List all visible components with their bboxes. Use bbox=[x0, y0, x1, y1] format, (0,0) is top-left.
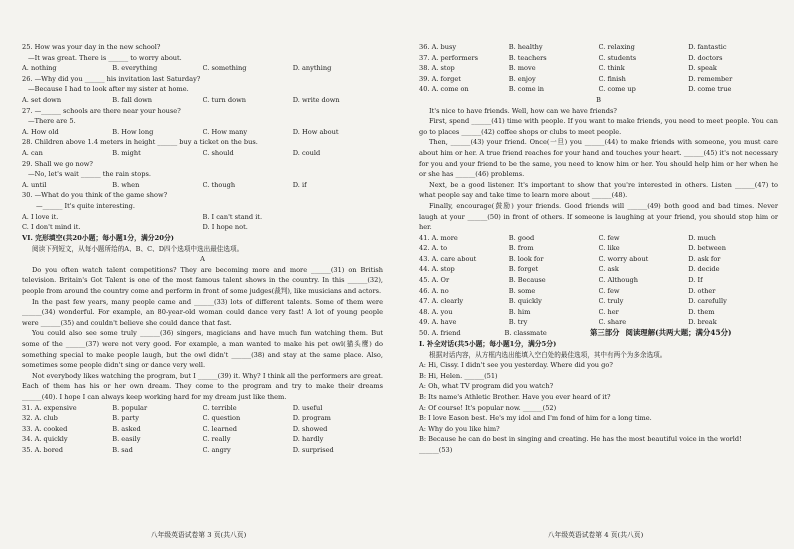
answer-row-48: 48. A. you B. him C. her D. them bbox=[419, 307, 715, 316]
q26-stem: 26. —Why did you ______ his invitation last Saturday? bbox=[22, 74, 201, 83]
dialogue-line: B: I love Eason best. He's my idol and I'm fond of him for a long time. bbox=[419, 414, 652, 423]
q28-options: A. can B. might C. should D. could bbox=[22, 148, 321, 157]
passage-b-label: B bbox=[596, 95, 601, 104]
answer-row-42: 42. A. to B. from C. like D. between bbox=[419, 244, 726, 253]
section-dialogue-title: I. 补全对话(共5小题；每小题1分，满分5分) bbox=[419, 339, 557, 348]
dialogue-line: A: Oh, what TV program did you watch? bbox=[419, 382, 554, 391]
q29-reply: —No, let's wait ______ the rain stops. bbox=[28, 170, 151, 179]
section-dialogue-desc: 根据对话内容，从方框内选出能填入空白处的最佳选项，其中有两个为多余选项。 bbox=[429, 350, 667, 359]
answer-row-46: 46. A. no B. some C. few D. other bbox=[419, 286, 716, 295]
answer-row-37: 37. A. performers B. teachers C. students D. doctors bbox=[419, 53, 723, 62]
q30-stem: 30. —What do you think of the game show? bbox=[22, 191, 168, 200]
part3-heading: 第三部分 阅读理解(共两大题；满分45分) bbox=[589, 328, 732, 338]
answer-row-34: 34. A. quickly B. easily C. really D. hardly bbox=[22, 435, 324, 444]
answer-row-40: 40. A. come on B. come in C. come up D. come true bbox=[419, 85, 732, 94]
dialogue-line: A: Why do you like him? bbox=[419, 424, 500, 433]
passage-a-label: A bbox=[200, 255, 205, 264]
q28-stem: 28. Children above 1.4 meters in height ______ buy a ticket on the bus. bbox=[22, 138, 258, 147]
passage-a-paragraph: You could also see some truly ______(36) singers, magicians and have much fun watching them. But some of the ______(37) were not very good. For example, a man wanted to make his pet owl(猫头鹰) do something special to make people laugh, but the owl didn't ______(38) and stay at the same place. Also, sometimes some people didn't sing or dance very well. bbox=[22, 329, 383, 370]
passage-a-paragraph: Do you often watch talent competitions? They are becoming more and more ______(31) on British television. Britain's Got Talent is one of the most famous talent shows in the country. In this ______(32), people from around the country come and perform in front of some judges(裁判), like musicians and actors. bbox=[22, 265, 383, 296]
q25-stem: 25. How was your day in the new school? bbox=[22, 43, 161, 51]
dialogue-line: A: Hi, Cissy. I didn't see you yesterday. Where did you go? bbox=[419, 361, 613, 370]
q30-reply: —______ It's quite interesting. bbox=[36, 201, 135, 210]
section-cloze-desc: 阅读下列短文，从每小题所给的A、B、C、D四个选项中选出最佳选项。 bbox=[32, 244, 244, 253]
q29-stem: 29. Shall we go now? bbox=[22, 159, 93, 168]
dialogue-line: A: Of course! It's popular now. ______(52) bbox=[419, 403, 557, 412]
answer-row-31: 31. A. expensive B. popular C. terrible D. useful bbox=[22, 403, 323, 412]
dialogue-line: B: Its name's Athletic Brother. Have you ever heard of it? bbox=[419, 393, 611, 401]
answer-row-36: 36. A. busy B. healthy C. relaxing D. fantastic bbox=[419, 43, 727, 51]
q29-options: A. until B. when C. though D. if bbox=[22, 180, 307, 189]
q26-reply: —Because I had to look after my sister at home. bbox=[28, 85, 189, 94]
passage-b-paragraph: First, spend ______(41) time with people. If you want to make friends, you need to meet people. You can go to places ______(42) coffee shops or clubs to meet people. bbox=[419, 117, 778, 136]
answer-row-32: 32. A. club B. party C. question D. program bbox=[22, 414, 331, 423]
answer-row-49: 49. A. have B. try C. share D. break bbox=[419, 318, 717, 327]
q25-reply: —It was great. There is ______ to worry about. bbox=[28, 53, 182, 62]
q27-reply: —There are 5. bbox=[28, 117, 76, 126]
answer-row-43: 43. A. care about B. look for C. worry about D. ask for bbox=[419, 254, 721, 263]
passage-b-paragraph: Next, be a good listener. It's important to show that you're interested in others. Listen ______(47) to what people say and take time to learn more about ______(48). bbox=[419, 180, 778, 200]
answer-row-41: 41. A. more B. good C. few D. much bbox=[419, 233, 716, 242]
passage-a-paragraph: In the past few years, many people came and ______(33) lots of different talents. Some of them were ______(34) wonderful. For example, an 80-year-old woman could dance very fast! A lot of young people were ______(35) and couldn't believe she could dance that fast. bbox=[22, 297, 383, 327]
answer-row-35: 35. A. bored B. sad C. angry D. surprised bbox=[22, 445, 334, 454]
q27-stem: 27. —______ schools are there near your house? bbox=[22, 106, 181, 115]
passage-b-paragraph: Finally, encourage(鼓励) your friends. Good friends will ______(49) both good and bad times. Never laugh at your ______(50) in front of others. If someone is laughing at your friend, you should stop him or her. bbox=[419, 201, 778, 232]
passage-b-paragraph: Then, ______(43) your friend. Once(一旦) you ______(44) to make friends with someone, you must care about him or her. A true friend reaches for your hand and touches your heart. ______(45) it's not necessary for you and your friend to be the same, you need to know him or her. You should help him or her when he or she has ______(46) problems. bbox=[419, 138, 778, 179]
answer-row-39: 39. A. forget B. enjoy C. finish D. remember bbox=[419, 74, 733, 83]
right-page bbox=[397, 0, 794, 549]
passage-b-paragraph: It's nice to have friends. Well, how can we have friends? bbox=[429, 106, 617, 115]
q26-options: A. set down B. fall down C. turn down D. write down bbox=[22, 95, 340, 104]
answer-row-33: 33. A. cooked B. asked C. learned D. showed bbox=[22, 424, 328, 433]
page-footer: 八年级英语试卷第 3 页(共八页) bbox=[150, 531, 247, 539]
passage-a-paragraph: Not everybody likes watching the program, but I ______(39) it. Why? I think all the performers are great. Each of them has his or her own dream. They come to the program and try to make their dreams ______(40). I hope I can always keep working hard for my dream just like them. bbox=[22, 371, 383, 401]
q30-options-row1: A. I love it. B. I can't stand it. bbox=[22, 212, 263, 221]
answer-row-45: 45. A. Or B. Because C. Although D. If bbox=[419, 276, 703, 285]
section-cloze-title: VI. 完形填空(共20小题；每小题1分，满分20分) bbox=[22, 233, 175, 242]
page-footer: 八年级英语试卷第 4 页(共八页) bbox=[547, 531, 644, 539]
dialogue-line: B: Because he can do best in singing and creating. He has the most beautiful voice in the world! bbox=[419, 435, 742, 444]
answer-row-38: 38. A. stop B. move C. think D. speak bbox=[419, 64, 717, 73]
q30-options-row2: C. I don't mind it. D. I hope not. bbox=[22, 223, 248, 232]
q27-options: A. How old B. How long C. How many D. How about bbox=[22, 127, 339, 136]
q25-options: A. nothing B. everything C. something D. anything bbox=[22, 64, 332, 73]
answer-row-47: 47. A. clearly B. quickly C. truly D. carefully bbox=[419, 297, 727, 306]
dialogue-line: ______(53) bbox=[419, 445, 453, 454]
answer-row-44: 44. A. stop B. forget C. ask D. decide bbox=[419, 265, 720, 274]
dialogue-line: B: Hi, Helen. ______(51) bbox=[419, 371, 498, 380]
answer-row-50: 50. A. friend B. classmate 第三部分 阅读理解(共两大题；满分45分) bbox=[419, 328, 778, 339]
